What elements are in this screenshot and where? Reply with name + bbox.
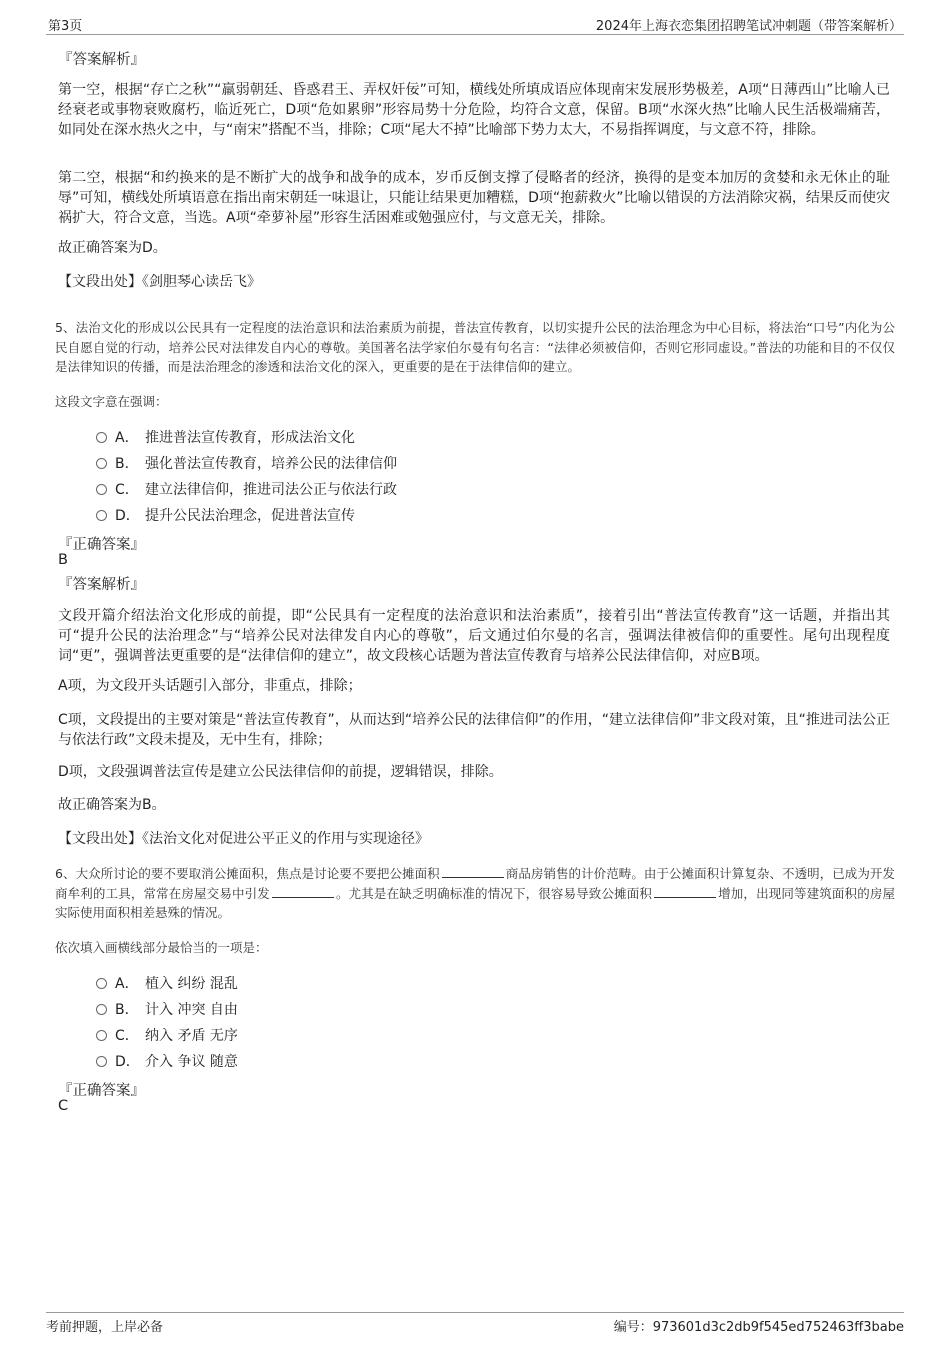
document-title: 2024年上海衣恋集团招聘笔试冲刺题（带答案解析）	[595, 19, 902, 34]
q6-question-text: 6、大众所讨论的要不要取消公摊面积，焦点是讨论要不要把公摊面积 商品房销售的计价范畴。由于公摊面积计算复杂、不透明，已成为开发商牟利的工具，常常在房屋交易中引发 。尤其是在缺乏明确标准的情况下，很容易导致公摊面积 增加，出现同等建筑面积的房屋实际使用面积相差悬殊的情况。	[55, 866, 895, 920]
q4-analysis-para2: 第二空，根据“和约换来的是不断扩大的战争和战争的成本，岁币反倒支撑了侵略者的经济，换得的是变本加厉的贪婪和永无休止的耻辱”可知，横线处所填语意在指出南宋朝廷一味退让，只能让结果更加糟糕，D项“抱薪救火”比喻以错误的方法消除灾祸，结果反而使灾祸扩大，符合文意，当选。A项“牵萝补屋”形容生活困难或勉强应付，与文意无关，排除。	[58, 170, 890, 226]
q6-option-a[interactable]: A． 植入 纠纷 混乱	[96, 973, 238, 993]
q5-answer-label: 『正确答案』	[58, 537, 145, 553]
q5-prompt: 这段文字意在强调：	[55, 394, 168, 409]
q6-answer: C	[58, 1098, 69, 1114]
radio-icon[interactable]	[96, 510, 107, 521]
fill-blank-1	[442, 865, 504, 878]
q6-option-d[interactable]: D． 介入 争议 随意	[96, 1051, 238, 1071]
footer-slogan: 考前押题，上岸必备	[46, 1320, 164, 1335]
radio-icon[interactable]	[96, 432, 107, 443]
q6-option-b[interactable]: B． 计入 冲突 自由	[96, 999, 238, 1019]
radio-icon[interactable]	[96, 1030, 107, 1041]
q6-prompt: 依次填入画横线部分最恰当的一项是：	[55, 940, 268, 955]
q4-conclusion: 故正确答案为D。	[58, 240, 167, 256]
radio-icon[interactable]	[96, 978, 107, 989]
q5-option-a[interactable]: A． 推进普法宣传教育，形成法治文化	[96, 427, 355, 447]
page-footer	[46, 1312, 904, 1335]
document-id: 编号：973601d3c2db9f545ed752463ff3babe	[613, 1320, 904, 1335]
q5-analysis-para3: C项，文段提出的主要对策是“普法宣传教育”，从而达到“培养公民的法律信仰”的作用，“建立法律信仰”非文段对策，且“推进司法公正与依法行政”文段未提及，无中生有，排除；	[58, 712, 890, 748]
q5-conclusion: 故正确答案为B。	[58, 797, 166, 813]
radio-icon[interactable]	[96, 1056, 107, 1067]
q5-option-b[interactable]: B． 强化普法宣传教育，培养公民的法律信仰	[96, 453, 397, 473]
q6-option-c[interactable]: C． 纳入 矛盾 无序	[96, 1025, 238, 1045]
page-number: 第3页	[48, 19, 83, 34]
q5-option-d[interactable]: D． 提升公民法治理念，促进普法宣传	[96, 505, 355, 525]
q5-analysis-label: 『答案解析』	[58, 577, 145, 593]
q5-answer: B	[58, 552, 68, 568]
fill-blank-3	[654, 885, 716, 898]
page-header	[46, 14, 904, 35]
q5-option-c[interactable]: C． 建立法律信仰，推进司法公正与依法行政	[96, 479, 397, 499]
q5-question-text: 5、法治文化的形成以公民具有一定程度的法治意识和法治素质为前提，普法宣传教育，以切实提升公民的法治理念为中心目标，将法治“口号”内化为公民自愿自觉的行动，培养公民对法律发自内心的尊敬。美国著名法学家伯尔曼有句名言：“法律必须被信仰，否则它形同虚设。”普法的功能和目的不仅仅是法律知识的传播，而是法治理念的渗透和法治文化的深入，更重要的是在于法律信仰的建立。	[55, 320, 895, 374]
fill-blank-2	[272, 885, 334, 898]
q5-analysis-para2: A项，为文段开头话题引入部分，非重点，排除；	[58, 678, 362, 694]
radio-icon[interactable]	[96, 1004, 107, 1015]
q5-analysis-para1: 文段开篇介绍法治文化形成的前提，即“公民具有一定程度的法治意识和法治素质”，接着引出“普法宣传教育”这一话题，并指出其可“提升公民的法治理念”与“培养公民对法律发自内心的尊敬”，后文通过伯尔曼的名言，强调法律被信仰的重要性。尾句出现程度词“更”，强调普法更重要的是“法律信仰的建立”，故文段核心话题为普法宣传教育与培养公民法律信仰，对应B项。	[58, 608, 890, 664]
q4-analysis-label: 『答案解析』	[58, 52, 145, 68]
q4-analysis-para1: 第一空，根据“存亡之秋”“羸弱朝廷、昏惑君王、弄权奸佞”可知，横线处所填成语应体现南宋发展形势极差，A项“日薄西山”比喻人已经衰老或事物衰败腐朽，临近死亡，D项“危如累卵”形容局势十分危险，均符合文意，保留。B项“水深火热”比喻人民生活极端痛苦，如同处在深水热火之中，与“南宋”搭配不当，排除；C项“尾大不掉”比喻部下势力太大，不易指挥调度，与文意不符，排除。	[58, 82, 890, 138]
q4-source: 【文段出处】《剑胆琴心读岳飞》	[58, 274, 261, 290]
q6-answer-label: 『正确答案』	[58, 1083, 145, 1099]
radio-icon[interactable]	[96, 484, 107, 495]
q5-source: 【文段出处】《法治文化对促进公平正义的作用与实现途径》	[58, 831, 429, 847]
q5-analysis-para4: D项，文段强调普法宣传是建立公民法律信仰的前提，逻辑错误，排除。	[58, 764, 503, 780]
radio-icon[interactable]	[96, 458, 107, 469]
